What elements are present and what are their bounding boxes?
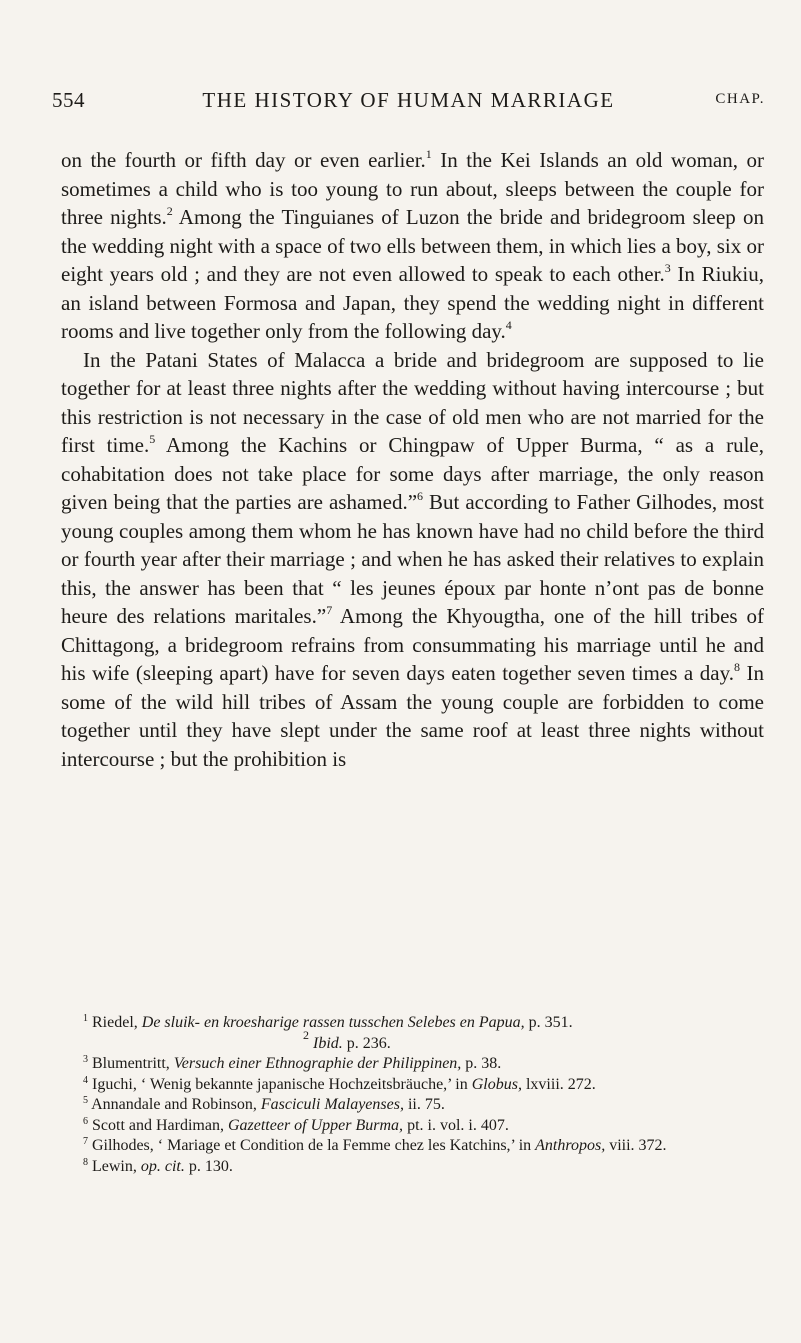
- footnote-1: [61, 1013, 764, 1034]
- footnote-ref: 7: [326, 603, 333, 617]
- footnote-title: Fasciculi Malayenses,: [260, 1096, 404, 1113]
- footnote-ref: 3: [664, 261, 671, 275]
- text-run: But according to Father Gilhodes, most young couples among them whom he has known have had no child before the third or fourth year after their marriage ; and when he has asked their relatives to explain this, the answer has been that “ les jeunes époux par honte n’ont pas de bonne heure des relations maritales.”: [61, 490, 764, 628]
- footnote-text: Blumentritt,: [88, 1055, 174, 1072]
- footnote-text: p. 351.: [524, 1014, 573, 1031]
- page-number: 554: [52, 88, 85, 112]
- text-run: Among the Kachins or Chingpaw of Upper Burma, “ as a rule, cohabitation does not take place for some days after marriage, the only reason given being that the parties are ashamed.”: [61, 433, 765, 514]
- footnote-number: 1: [83, 1013, 88, 1024]
- footnote-3: [61, 1054, 764, 1075]
- footnote-2-content: [303, 1027, 764, 1055]
- paragraph-2: [61, 346, 764, 774]
- footnote-text: pt. i. vol. i. 407.: [403, 1116, 509, 1134]
- footnote-text: lxviii. 272.: [521, 1075, 596, 1093]
- footnotes: [61, 1013, 764, 1177]
- footnote-7: [61, 1136, 764, 1157]
- footnote-ref: 1: [425, 147, 432, 161]
- footnote-text: Gilhodes, ‘ Mariage et Condition de la Femme chez les Katchins,’ in: [88, 1137, 536, 1154]
- paragraph-1: [61, 146, 764, 346]
- text-run: Among the Tinguianes of Luzon the bride and bridegroom sleep on the wedding night with a space of two ells between them, in which lies a boy, six or eight years old ; and they are not even allowed to speak to each other.: [61, 205, 764, 286]
- footnote-8: [61, 1157, 764, 1178]
- footnote-ref: 2: [166, 204, 173, 218]
- chapter-label: CHAP.: [715, 91, 765, 107]
- footnote-2: [61, 1027, 764, 1055]
- footnote-title: De sluik- en kroesharige rassen tusschen Selebes en Papua,: [141, 1014, 525, 1031]
- footnote-text: Annandale and Robinson,: [88, 1096, 261, 1113]
- footnote-text: Riedel,: [88, 1014, 142, 1031]
- footnote-title: Anthropos,: [535, 1137, 606, 1154]
- footnote-number: 8: [83, 1156, 88, 1168]
- footnote-text: ii. 75.: [403, 1096, 445, 1113]
- running-title: THE HISTORY OF HUMAN MARRIAGE: [202, 88, 615, 112]
- footnote-text: Scott and Hardiman,: [88, 1116, 228, 1134]
- footnote-text: p. 236.: [342, 1034, 391, 1052]
- footnote-number: 5: [83, 1095, 88, 1106]
- text-run: In the Kei Islands an old woman, or sometimes a child who is too young to run about, sleeps between the couple for three nights.: [61, 148, 764, 229]
- page-header: [52, 88, 765, 118]
- footnote-5: [61, 1095, 764, 1116]
- footnote-text: p. 130.: [184, 1157, 233, 1175]
- footnote-6: [61, 1116, 764, 1137]
- footnote-ref: 4: [505, 318, 512, 332]
- footnote-4: [61, 1075, 764, 1096]
- footnote-ref: 5: [149, 432, 156, 446]
- footnote-number: 4: [83, 1074, 88, 1086]
- footnote-text: Iguchi, ‘ Wenig bekannte japanische Hochzeitsbräuche,’ in: [88, 1075, 472, 1093]
- footnote-number: 3: [83, 1054, 88, 1065]
- footnote-number: 7: [83, 1136, 88, 1147]
- text-run: Among the Khyougtha, one of the hill tribes of Chittagong, a bridegroom refrains from consummating his marriage until he and his wife (sleeping apart) have for seven days eaten together seven times a day.: [61, 604, 764, 685]
- footnote-ref: 6: [417, 489, 424, 503]
- footnote-text: p. 38.: [461, 1055, 502, 1072]
- footnote-spacer: [83, 1034, 303, 1055]
- body-text: [61, 146, 764, 773]
- footnote-text: Lewin,: [88, 1157, 141, 1175]
- text-run: In some of the wild hill tribes of Assam the young couple are forbidden to come together until they have slept under the same roof at least three nights without intercourse ; but the prohibition is: [61, 661, 764, 771]
- footnote-number: 6: [83, 1115, 88, 1127]
- text-run: In the Patani States of Malacca a bride and bridegroom are supposed to lie together for at least three nights after the wedding without having intercourse ; but this restriction is not necessary in the case of old men who are not married for the first time.: [61, 347, 764, 457]
- footnote-text: viii. 372.: [605, 1137, 667, 1154]
- footnote-ref: 8: [733, 660, 740, 674]
- footnote-title: Globus,: [471, 1075, 522, 1093]
- footnote-title: Versuch einer Ethnographie der Philippinen,: [173, 1055, 462, 1072]
- text-run: In Riukiu, an island between Formosa and Japan, they spend the wedding night in different rooms and live together only from the following day.: [61, 262, 764, 343]
- footnote-title: op. cit.: [140, 1157, 185, 1175]
- footnote-title: Ibid.: [313, 1034, 343, 1052]
- footnote-number: 2: [303, 1027, 309, 1042]
- text-run: on the fourth or fifth day or even earlier.: [61, 148, 426, 172]
- footnote-title: Gazetteer of Upper Burma,: [227, 1116, 404, 1134]
